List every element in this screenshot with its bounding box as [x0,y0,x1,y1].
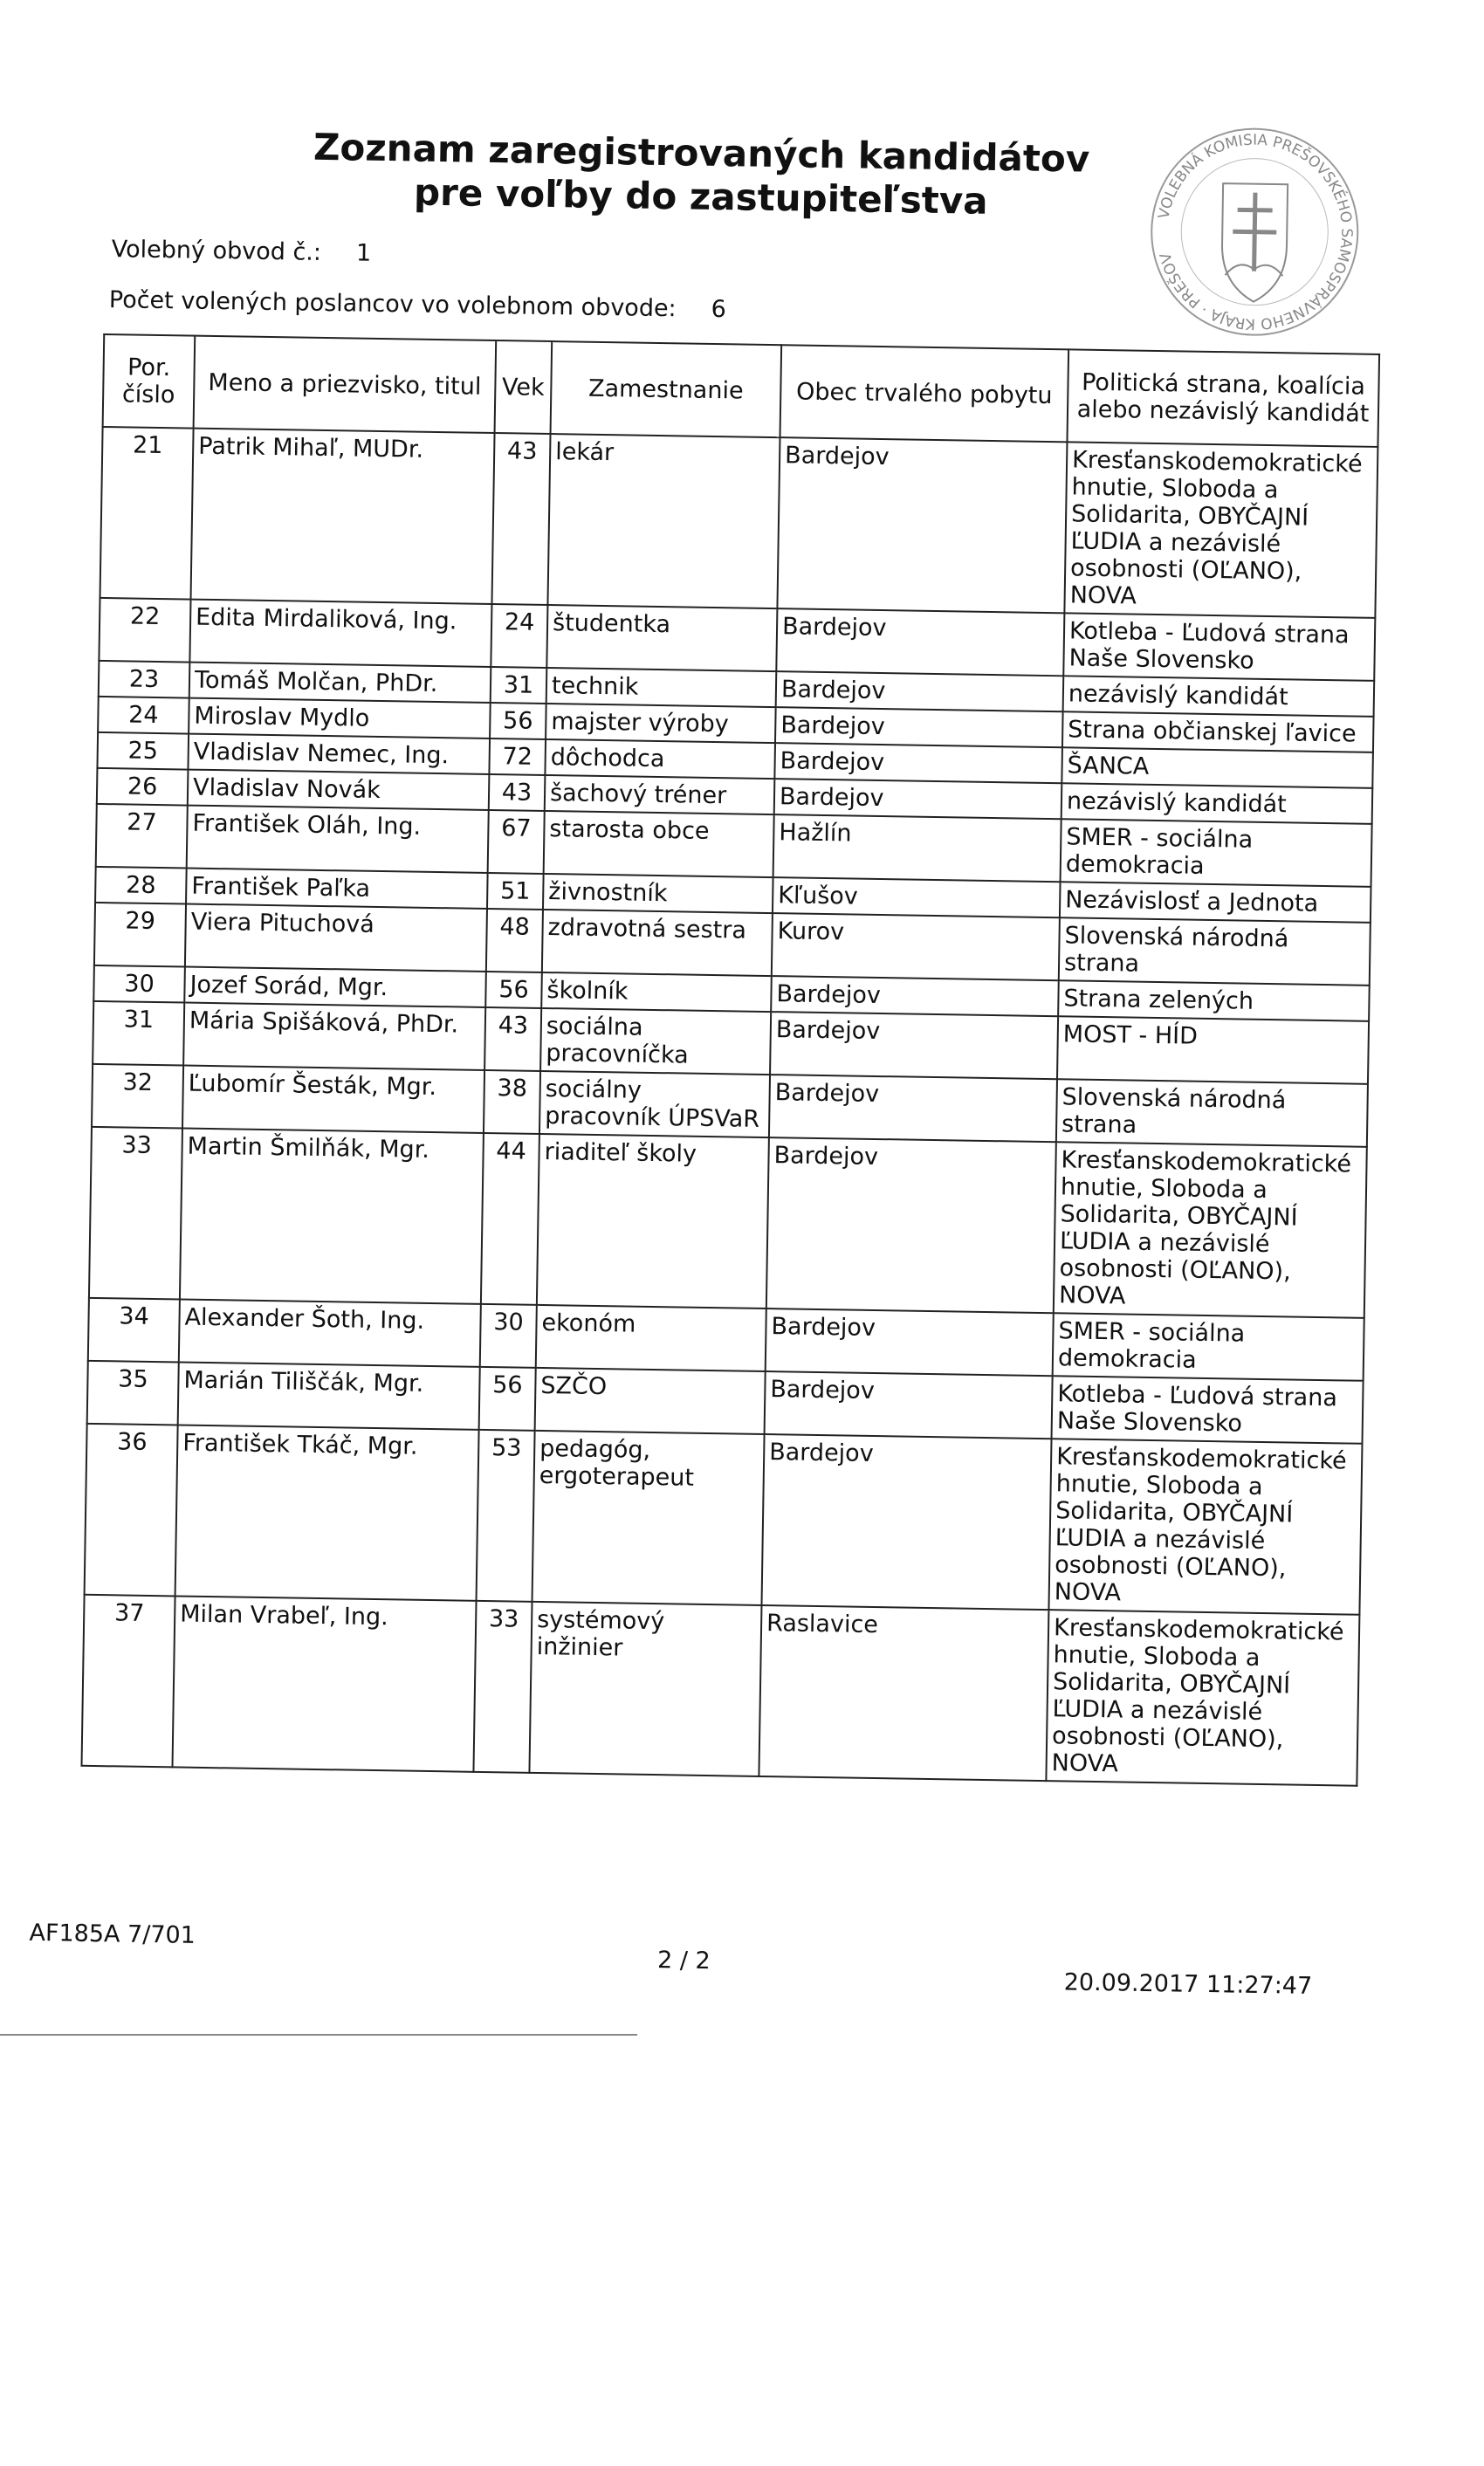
cell-name: Martin Šmilňák, Mgr. [180,1129,484,1304]
cell-age: 43 [489,774,546,811]
cell-no: 34 [88,1298,180,1363]
cell-party: SMER - sociálna demokracia [1061,819,1372,887]
svg-text:VOLEBNÁ KOMISIA PREŠOVSKÉHO SA: VOLEBNÁ KOMISIA PREŠOVSKÉHO SAMOSPRÁVNEHO KRAJA · PREŠOV [1155,131,1356,333]
form-code: AF185A 7/701 [29,1919,196,1949]
cell-job: SZČO [535,1368,766,1434]
cell-town: Bardejov [761,1434,1051,1610]
cell-party: Slovenská národná strana [1059,917,1371,986]
cell-job: školník [541,972,772,1012]
cell-name: Patrik Mihaľ, MUDr. [191,429,495,604]
cell-name: Milan Vrabeľ, Ing. [172,1596,476,1771]
cell-party: Kresťanskodemokratické hnutie, Sloboda a Solidarita, OBYČAJNÍ ĽUDIA a nezávislé osobnosti (OĽANO), NOVA [1064,442,1378,618]
cell-party: Kotleba - Ľudová strana Naše Slovensko [1063,613,1375,681]
cell-party: nezávislý kandidát [1061,783,1373,824]
cell-town: Kľušov [773,877,1061,917]
cell-job: šachový tréner [545,775,775,814]
cell-party: ŠANCA [1061,747,1373,788]
cell-no: 29 [94,903,186,967]
cell-age: 31 [491,667,547,704]
cell-age: 56 [490,703,546,739]
cell-job: lekár [547,434,780,608]
cell-town: Bardejov [769,1075,1057,1142]
cell-party: MOST - HÍD [1057,1016,1369,1084]
cell-name: Vladislav Nemec, Ing. [188,734,490,774]
col-party: Politická strana, koalícia alebo nezávislý kandidát [1067,349,1379,447]
cell-job: dôchodca [545,739,775,779]
page-number: 2 / 2 [656,1947,711,1975]
cell-name: Viera Pituchová [185,904,487,972]
cell-no: 27 [96,804,188,869]
col-age: Vek [495,340,553,434]
cell-no: 33 [89,1127,182,1300]
cell-town: Bardejov [775,707,1063,747]
cell-age: 56 [479,1367,536,1431]
cell-name: František Paľka [186,869,488,909]
cell-job: živnostník [543,874,773,913]
cell-name: Marián Tiliščák, Mgr. [178,1362,480,1429]
print-datetime: 20.09.2017 11:27:47 [1063,1968,1313,2000]
cell-age: 72 [489,738,546,775]
cell-party: Nezávislosť a Jednota [1060,882,1371,923]
cell-town: Bardejov [774,743,1062,783]
cell-age: 53 [477,1430,535,1602]
cell-name: Ľubomír Šesták, Mgr. [182,1066,484,1133]
col-occupation: Zamestnanie [551,341,782,437]
cell-no: 32 [92,1064,183,1129]
cell-job: systémový inžinier [529,1602,761,1776]
cell-job: sociálny pracovník ÚPSVaR [539,1071,770,1137]
table-row [82,1595,1360,1786]
seats-line: Počet volených poslancov vo volebnom obvode: 6 [108,286,727,324]
cell-town: Bardejov [776,608,1064,676]
cell-age: 24 [491,604,547,668]
cell-party: Kresťanskodemokratické hnutie, Sloboda a Solidarita, OBYČAJNÍ ĽUDIA a nezávislé osobnosti (OĽANO), NOVA [1054,1142,1367,1318]
cell-age: 44 [481,1133,539,1305]
cell-no: 21 [100,427,194,600]
cell-age: 43 [484,1007,541,1071]
cell-town: Bardejov [774,779,1062,819]
cell-age: 33 [473,1601,532,1773]
cell-no: 36 [85,1424,178,1597]
cell-name: Tomáš Molčan, PhDr. [189,663,491,703]
candidates-table [80,333,1380,1787]
cell-job: majster výroby [546,704,776,743]
cell-job: riaditeľ školy [537,1134,769,1309]
cell-party: Strana zelených [1058,980,1370,1021]
col-name: Meno a priezvisko, titul [194,336,497,433]
cell-party: nezávislý kandidát [1063,676,1375,717]
cell-town: Bardejov [765,1371,1053,1439]
cell-name: Jozef Sorád, Mgr. [184,967,486,1007]
cell-no: 24 [98,697,189,734]
cell-age: 38 [484,1070,540,1134]
cell-town: Bardejov [771,976,1059,1016]
table-row [85,1424,1363,1615]
cell-town: Bardejov [777,437,1067,613]
table-row [89,1127,1367,1318]
cell-party: Strana občianskej ľavice [1062,711,1374,752]
cell-town: Bardejov [766,1309,1054,1376]
cell-age: 30 [480,1304,537,1368]
official-stamp [1144,121,1365,343]
cell-town: Bardejov [776,671,1064,711]
cell-party: SMER - sociálna demokracia [1053,1313,1364,1381]
cell-name: František Tkáč, Mgr. [175,1425,479,1600]
cell-age: 43 [491,433,550,605]
table-row [100,427,1378,618]
cell-no: 28 [95,867,187,904]
cell-job: zdravotná sestra [542,910,773,976]
cell-name: Miroslav Mydlo [189,698,491,738]
cell-no: 31 [93,1001,184,1066]
cell-job: pedagóg, ergoterapeut [532,1431,765,1605]
cell-party: Slovenská národná strana [1056,1079,1368,1147]
district-line: Volebný obvod č.: 1 [111,236,372,267]
cell-no: 25 [97,732,189,770]
cell-age: 56 [485,972,542,1008]
cell-no: 35 [87,1361,179,1425]
cell-town: Kurov [772,913,1060,980]
cell-job: technik [546,668,777,707]
cell-no: 26 [97,768,189,806]
cell-no: 30 [93,965,185,1003]
cell-no: 22 [99,598,190,663]
cell-job: ekonóm [536,1305,766,1371]
page-edge-line [0,2034,637,2036]
cell-no: 37 [82,1595,175,1768]
cell-town: Hažlín [773,814,1061,882]
cell-job: sociálna pracovníčka [540,1008,771,1075]
col-town: Obec trvalého pobytu [780,345,1069,442]
cell-town: Bardejov [770,1012,1058,1079]
cell-age: 67 [488,810,545,874]
cell-name: Mária Spišáková, PhDr. [183,1003,485,1070]
cell-age: 48 [486,909,543,972]
cell-age: 51 [487,873,544,910]
cell-job: študentka [546,605,777,671]
cell-town: Bardejov [766,1137,1056,1313]
cell-name: František Oláh, Ing. [187,806,489,873]
cell-name: Edita Mirdaliková, Ing. [189,600,491,667]
cell-party: Kresťanskodemokratické hnutie, Sloboda a Solidarita, OBYČAJNÍ ĽUDIA a nezávislé osobnosti (OĽANO), NOVA [1048,1439,1362,1615]
cell-name: Alexander Šoth, Ing. [179,1299,481,1366]
cell-no: 23 [99,661,190,698]
cell-party: Kotleba - Ľudová strana Naše Slovensko [1052,1376,1364,1444]
document-title: Zoznam zaregistrovaných kandidátov pre voľby do zastupiteľstva [313,125,1090,223]
col-number: Por. číslo [103,334,196,429]
cell-town: Raslavice [759,1605,1048,1781]
cell-party: Kresťanskodemokratické hnutie, Sloboda a Solidarita, OBYČAJNÍ ĽUDIA a nezávislé osobnosti (OĽANO), NOVA [1046,1610,1359,1786]
cell-name: Vladislav Novák [188,770,490,810]
cell-job: starosta obce [544,811,774,877]
